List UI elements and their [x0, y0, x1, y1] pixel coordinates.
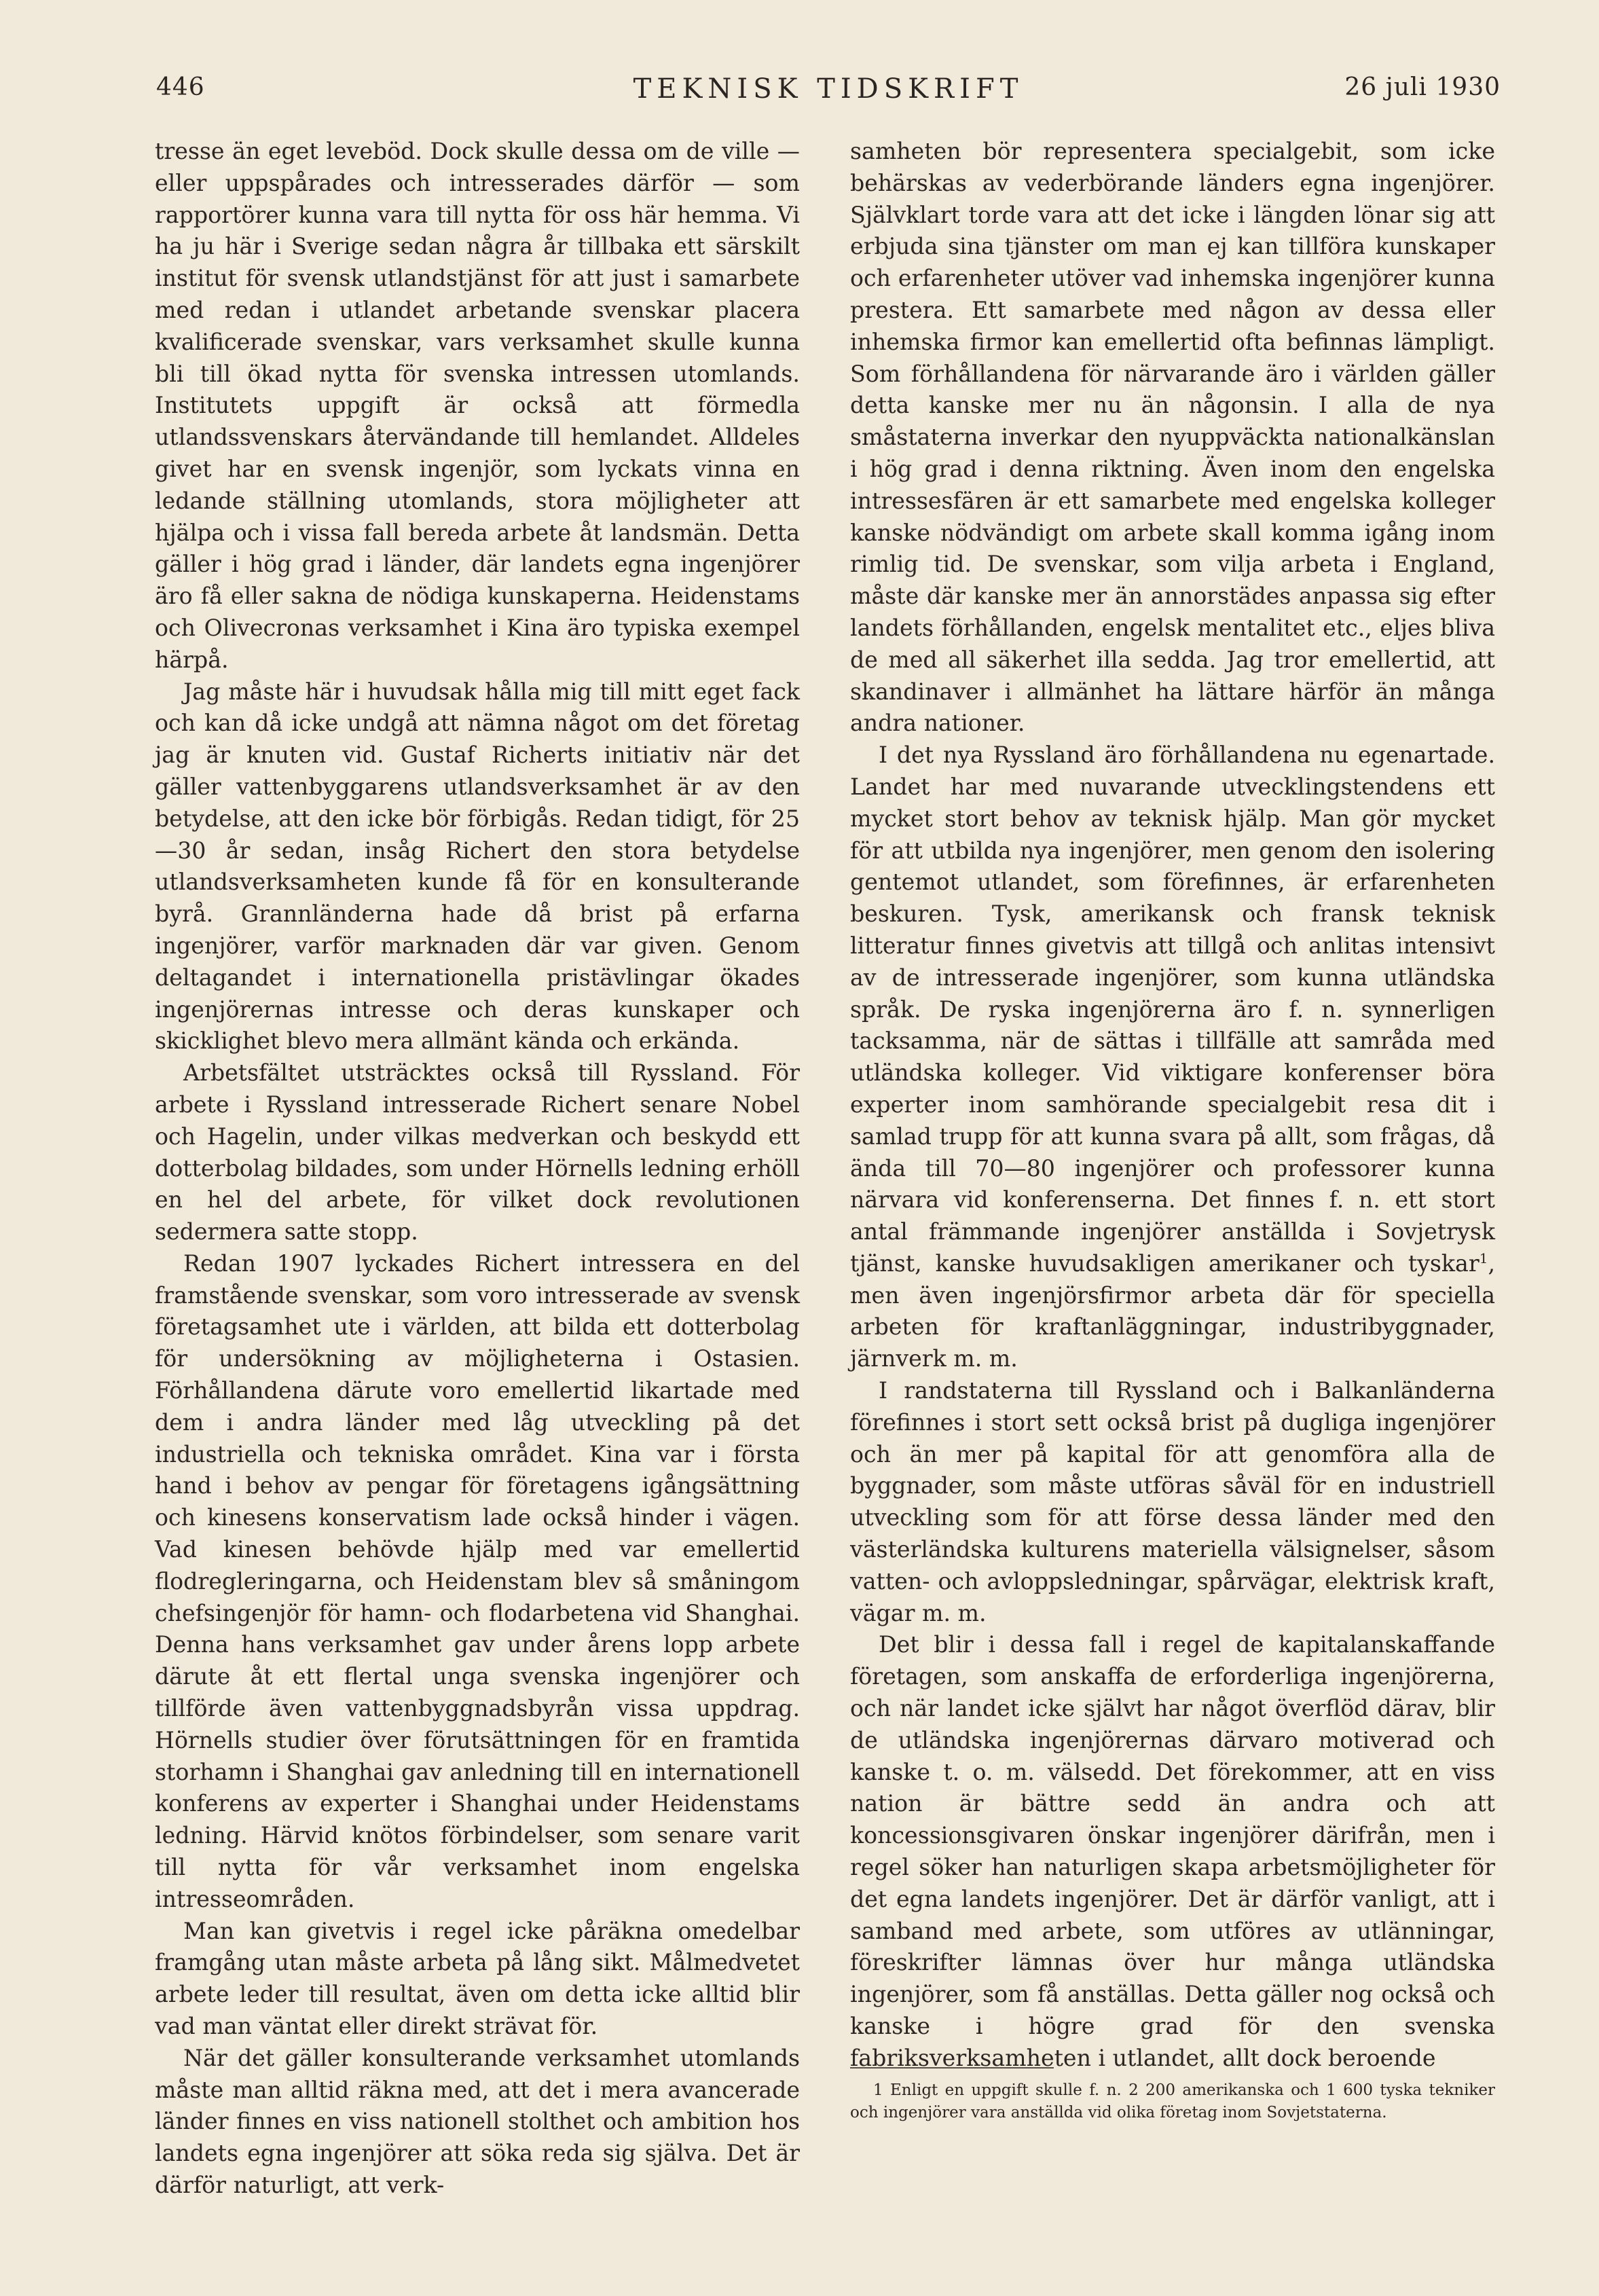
right-column [850, 136, 1495, 2075]
paragraph [850, 740, 1495, 1375]
footnote-divider [850, 2067, 1054, 2069]
paragraph: tresse än eget leveböd. Dock skulle dessa om de ville — eller uppspårades och intresserades därför — som rapportörer kunna vara till nytta för oss här hemma. Vi ha ju här i Sverige sedan några år tillbaka ett särskilt institut för svensk utlandstjänst för att just i samarbete med redan i utlandet arbetande svenskar placera kvalificerade svenskar, vars verksamhet skulle kunna bli till ökad nytta för svenska intressen utomlands. Institutets uppgift är också att förmedla utlandssvenskars återvändande till hemlandet. Alldeles givet har en svensk ingenjör, som lyckats vinna en ledande ställning utomlands, stora möjligheter att hjälpa och i vissa fall bereda arbete åt landsmän. Detta gäller i hög grad i länder, där landets egna ingenjörer äro få eller sakna de nödiga kunskaperna. Heidenstams och Olivecronas verksamhet i Kina äro typiska exempel härpå. [155, 138, 800, 673]
journal-title: TEKNISK TIDSKRIFT [633, 73, 1024, 105]
issue-date: 26 juli 1930 [1344, 73, 1501, 101]
paragraph: Jag måste här i huvudsak hålla mig till mitt eget fack och kan då icke undgå att nämna något om det företag jag är knuten vid. Gustaf Richerts initiativ när det gäller vattenbyggarens utlandsverksamhet är av den betydelse, att den icke bör förbigås. Redan tidigt, för 25—30 år sedan, insåg Richert den stora betydelse utlandsverksamheten kunde få för en konsulterande byrå. Grannländerna hade då brist på erfarna ingenjörer, varför marknaden där var given. Genom deltagandet i internationella pristävlingar ökades ingenjörernas intresse och deras kunskaper och skicklighet blevo mera allmänt kända och erkända. [155, 678, 800, 1055]
paragraph: Arbetsfältet utsträcktes också till Ryssland. För arbete i Ryssland intresserade Richert senare Nobel och Hagelin, under vilkas medverkan och beskydd ett dotterbolag bildades, som under Hörnells ledning erhöll en hel del arbete, för vilket dock revolutionen sedermera satte stopp. [155, 1059, 800, 1245]
paragraph: I randstaterna till Ryssland och i Balkanländerna förefinnes i stort sett också brist på dugliga ingenjörer och än mer på kapital för att genomföra alla de byggnader, som måste utföras såväl för en industriell utveckling som för att förse dessa länder med den västerländska kulturens materiella välsignelser, såsom vatten- och avloppsledningar, spårvägar, elektrisk kraft, vägar m. m. [850, 1377, 1495, 1626]
paragraph: När det gäller konsulterande verksamhet utomlands måste man alltid räkna med, att det i mera avancerade länder finnes en viss nationell stolthet och ambition hos landets egna ingenjörer att söka reda sig själva. Det är därför naturligt, att verk- [155, 2044, 800, 2198]
paragraph-text: , men även ingenjörsfirmor arbeta där för speciella arbeten för kraftanläggningar, industribyggnader, järnverk m. m. [850, 1250, 1495, 1372]
paragraph-text: I det nya Ryssland äro förhållandena nu egenartade. Landet har med nuvarande utvecklingstendens ett mycket stort behov av teknisk hjälp. Man gör mycket för att utbilda nya ingenjörer, men genom den isolering gentemot utlandet, som förefinnes, är erfarenheten beskuren. Tysk, amerikansk och fransk teknisk litteratur finnes givetvis att tillgå och anlitas intensivt av de intresserade ingenjörer, som kunna utländska språk. De ryska ingenjörerna äro f. n. synnerligen tacksamma, när de sättas i tillfälle att samråda med utländska kolleger. Vid viktigare konferenser böra experter inom samhörande specialgebit resa dit i samlad trupp för att kunna svara på allt, som frågas, då ända till 70—80 ingenjörer och professorer kunna närvara vid konferenserna. Det finnes f. n. ett stort antal främmande ingenjörer anställda i Sovjetrysk tjänst, kanske huvudsakligen amerikaner och tyskar [850, 742, 1495, 1277]
paragraph: Det blir i dessa fall i regel de kapitalanskaffande företagen, som anskaffa de erforderliga ingenjörerna, och när landet icke självt har något överflöd därav, blir de utländska ingenjörernas därvaro motiverad och kanske t. o. m. välsedd. Det förekommer, att en viss nation är bättre sedd än andra och att koncessionsgivaren önskar ingenjörer därifrån, men i regel söker han naturligen skapa arbetsmöjligheter för det egna landets ingenjörer. Det är därför vanligt, att i samband med arbete, som utföres av utlänningar, föreskrifter lämnas över hur många utländska ingenjörer, som få anställas. Detta gäller nog också och kanske i högre grad för den svenska fabriksverksamheten i utlandet, allt dock beroende [850, 1631, 1495, 2071]
paragraph: Redan 1907 lyckades Richert intressera en del framstående svenskar, som voro intresserade av svensk företagsamhet ute i världen, att bilda ett dotterbolag för undersökning av möjligheterna i Ostasien. Förhållandena därute voro emellertid likartade med dem i andra länder med låg utveckling på det industriella och tekniska området. Kina var i första hand i behov av pengar för företagens igångsättning och kinesens konservatism lade också hinder i vägen. Vad kinesen behövde hjälp med var emellertid flodregleringarna, och Heidenstam blev så småningom chefsingenjör för hamn- och flodarbetena vid Shanghai. Denna hans verksamhet gav under årens lopp arbete därute åt ett flertal unga svenska ingenjörer och tillförde även vattenbyggnadsbyrån vissa uppdrag. Hörnells studier över förutsättningen för en framtida storhamn i Shanghai gav anledning till en internationell konferens av experter i Shanghai under Heidenstams ledning. Härvid knötos förbindelser, som senare varit till nytta för vår verksamhet inom engelska intresseområden. [155, 1250, 800, 1912]
paragraph: samheten bör representera specialgebit, som icke behärskas av vederbörande länders egna ingenjörer. Självklart torde vara att det icke i längden lönar sig att erbjuda sina tjänster om man ej kan tillföra kunskaper och erfarenheter utöver vad inhemska ingenjörer kunna prestera. Ett samarbete med någon av dessa eller inhemska firmor kan emellertid ofta befinnas lämpligt. Som förhållandena för närvarande äro i världen gäller detta kanske mer nu än någonsin. I alla de nya småstaterna inverkar den nyuppväckta nationalkänslan i hög grad i denna riktning. Även inom den engelska intressesfären är ett samarbete med engelska kolleger kanske nödvändigt om arbete skall komma igång inom rimlig tid. De svenskar, som vilja arbeta i England, måste där kanske mer än annorstädes anpassa sig efter landets förhållanden, engelsk mentalitet etc., eljes bliva de med all säkerhet illa sedda. Jag tror emellertid, att skandinaver i allmänhet ha lättare härför än många andra nationer. [850, 138, 1495, 737]
page-number: 446 [156, 73, 205, 101]
footnote: 1 Enligt en uppgift skulle f. n. 2 200 amerikanska och 1 600 tyska tekniker och ingenjörer vara anställda vid olika företag inom Sovjetstaterna. [850, 2081, 1495, 2121]
footnote-reference: 1 [1479, 1250, 1488, 1267]
left-column [155, 136, 800, 2202]
paragraph: Man kan givetvis i regel icke påräkna omedelbar framgång utan måste arbeta på lång sikt. Målmedvetet arbete leder till resultat, även om detta icke alltid blir vad man väntat eller direkt strävat för. [155, 1917, 800, 2040]
page-header [156, 73, 1501, 114]
